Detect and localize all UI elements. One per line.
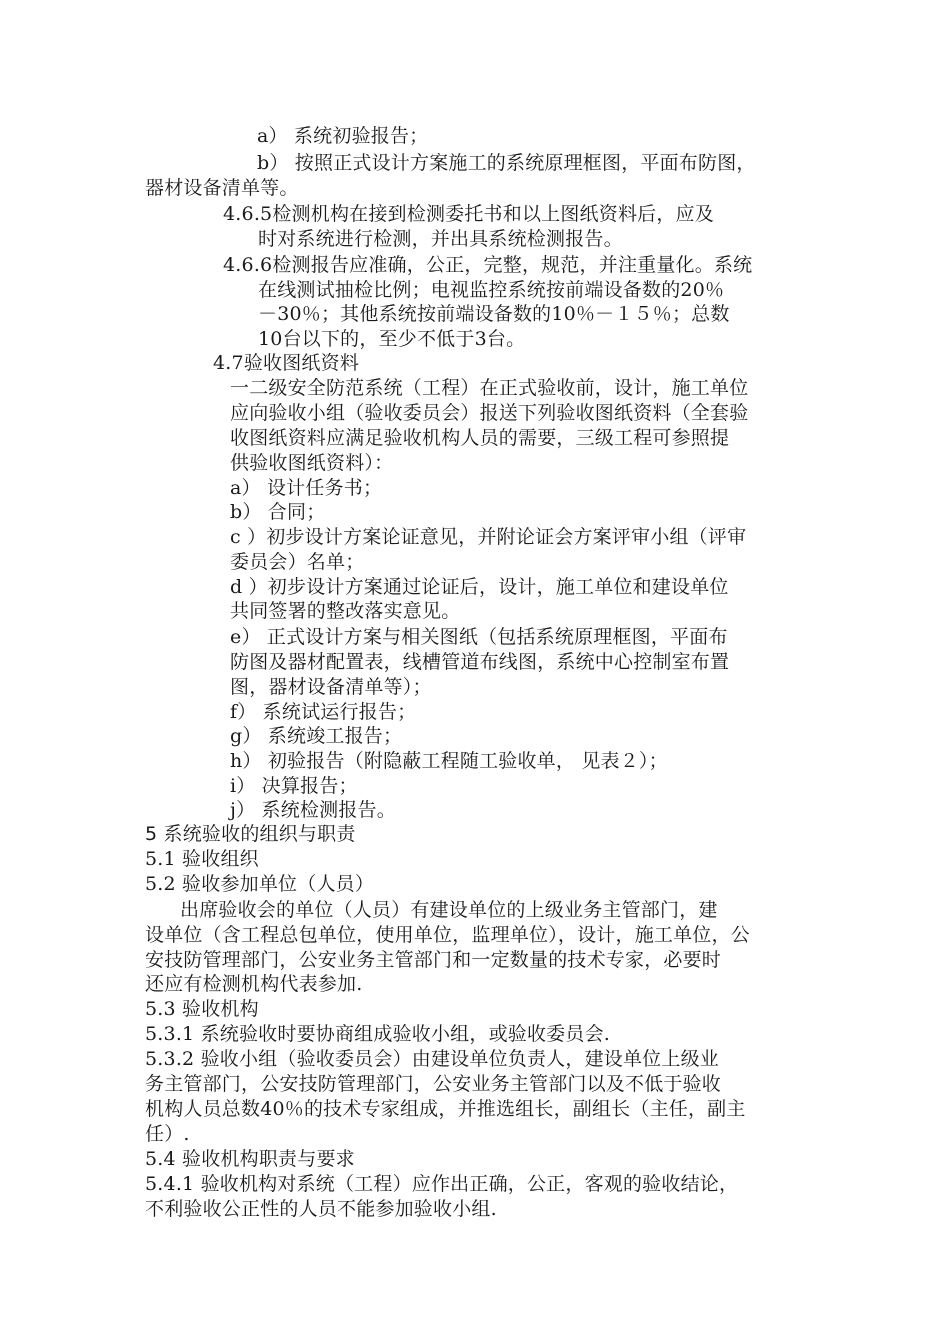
section-heading: 5.1 验收组织 — [145, 848, 259, 870]
list-item: f） 系统试运行报告； — [230, 701, 417, 723]
text-line: 共同签署的整改落实意见。 — [230, 600, 461, 622]
list-item: c ）初步设计方案论证意见，并附论证会方案评审小组（评审 — [230, 526, 747, 548]
section-heading: 5.3 验收机构 — [145, 998, 259, 1020]
text-line: 时对系统进行检测，并出具系统检测报告。 — [258, 228, 623, 250]
text-line: 4.6.5检测机构在接到检测委托书和以上图纸资料后，应及 — [223, 203, 714, 225]
list-item: a） 设计任务书； — [230, 477, 383, 499]
section-heading: 5.2 验收参加单位（人员） — [145, 873, 375, 895]
list-item: g） 系统竣工报告； — [230, 725, 403, 747]
text-line: 供验收图纸资料）： — [230, 452, 394, 474]
text-line: 在线测试抽检比例；电视监控系统按前端设备数的20％ — [258, 279, 725, 301]
text-line: a） 系统初验报告； — [257, 125, 429, 147]
list-item: i） 决算报告； — [230, 775, 358, 797]
text-line: 器材设备清单等。 — [145, 177, 299, 199]
text-line: 收图纸资料应满足验收机构人员的需要，三级工程可参照提 — [230, 427, 730, 449]
text-line: 4.6.6检测报告应准确，公正，完整，规范，并注重量化。系统 — [223, 254, 753, 276]
text-line: b） 按照正式设计方案施工的系统原理框图，平面布防图， — [257, 152, 756, 174]
text-line: 委员会）名单； — [230, 551, 365, 573]
section-heading: 4.7验收图纸资料 — [213, 352, 360, 374]
paragraph-line: 机构人员总数40％的技术专家组成，并推选组长，副组长（主任，副主 — [145, 1098, 746, 1120]
text-line: 10台以下的，至少不低于3台。 — [258, 328, 526, 350]
paragraph-line: 还应有检测机构代表参加. — [145, 973, 363, 995]
paragraph-line: 设单位（含工程总包单位，使用单位，监理单位），设计，施工单位，公 — [145, 924, 750, 946]
paragraph-line: 任）. — [145, 1123, 190, 1145]
text-line: －30％；其他系统按前端设备数的10％－１５％；总数 — [258, 303, 730, 325]
text-line: 图，器材设备清单等）； — [230, 676, 432, 698]
section-heading: 5.4 验收机构职责与要求 — [145, 1148, 355, 1170]
chapter-heading: 5 系统验收的组织与职责 — [145, 823, 356, 845]
paragraph-line: 务主管部门，公安技防管理部门，公安业务主管部门以及不低于验收 — [145, 1073, 722, 1095]
paragraph-line: 不利验收公正性的人员不能参加验收小组. — [145, 1198, 497, 1220]
list-item: j） 系统检测报告。 — [230, 799, 396, 821]
paragraph-line: 安技防管理部门，公安业务主管部门和一定数量的技术专家，必要时 — [145, 949, 722, 971]
clause-line: 5.3.1 系统验收时要协商组成验收小组，或验收委员会. — [145, 1023, 611, 1045]
list-item: e） 正式设计方案与相关图纸（包括系统原理框图，平面布 — [230, 626, 728, 648]
clause-line: 5.4.1 验收机构对系统（工程）应作出正确，公正，客观的验收结论， — [145, 1173, 739, 1195]
text-line: 应向验收小组（验收委员会）报送下列验收图纸资料（全套验 — [230, 402, 749, 424]
text-line: 防图及器材配置表，线槽管道布线图，系统中心控制室布置 — [230, 651, 730, 673]
paragraph-line: 出席验收会的单位（人员）有建设单位的上级业务主管部门，建 — [180, 899, 718, 921]
text-line: 一二级安全防范系统（工程）在正式验收前，设计，施工单位 — [230, 377, 749, 399]
list-item: d ）初步设计方案通过论证后，设计，施工单位和建设单位 — [230, 576, 729, 598]
list-item: b） 合同； — [230, 501, 326, 523]
clause-line: 5.3.2 验收小组（验收委员会）由建设单位负责人，建设单位上级业 — [145, 1048, 719, 1070]
list-item: h） 初验报告（附隐蔽工程随工验收单， 见表２）； — [230, 750, 668, 772]
